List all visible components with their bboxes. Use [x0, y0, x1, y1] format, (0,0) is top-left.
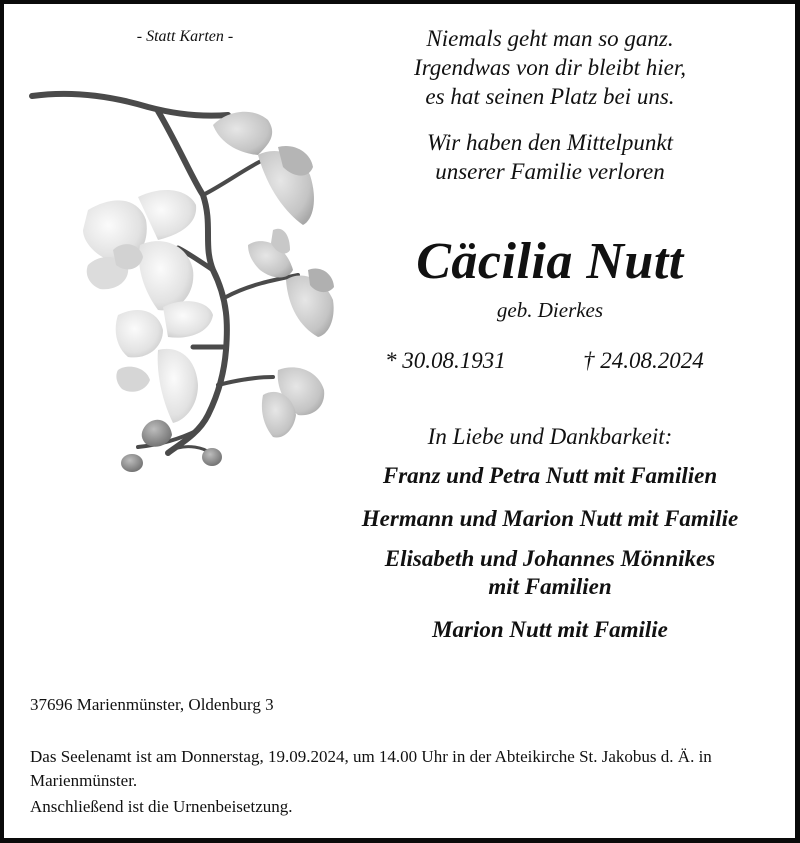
header-statt-karten: - Statt Karten - [136, 28, 234, 45]
service-info: Das Seelenamt ist am Donnerstag, 19.09.2024, um 14.00 Uhr in der Abteikirche St. Jakobus d. Ä. in Marienmünster. [30, 747, 712, 790]
orchid-buds [121, 420, 222, 472]
mourners-intro: In Liebe und Dankbarkeit: [427, 424, 673, 449]
burial-info: Anschließend ist die Urnenbeisetzung. [30, 797, 293, 816]
poem [360, 24, 740, 186]
poem-line: unserer Familie verloren [435, 159, 665, 184]
mourner-family: Franz und Petra Nutt mit Familien [382, 463, 718, 488]
poem-line: Wir haben den Mittelpunkt [427, 130, 673, 155]
death-date: † 24.08.2024 [583, 348, 704, 373]
mourner-family: Hermann und Marion Nutt mit Familie [361, 506, 739, 531]
orchid-flower [213, 112, 314, 225]
orchid-image [28, 85, 348, 480]
deceased-name: Cäcilia Nutt [416, 233, 684, 290]
mourner-family-line: Elisabeth und Johannes Mönnikes [384, 546, 716, 571]
birth-date: * 30.08.1931 [385, 348, 506, 373]
maiden-name: geb. Dierkes [496, 298, 604, 322]
mourner-family: Marion Nutt mit Familie [432, 617, 668, 642]
orchid-flower [116, 301, 213, 423]
orchid-flower [83, 190, 196, 310]
poem-line: Irgendwas von dir bleibt hier, [414, 55, 686, 80]
poem-line: es hat seinen Platz bei uns. [425, 84, 675, 109]
poem-line: Niemals geht man so ganz. [426, 26, 674, 51]
poem-stanza-1 [360, 24, 740, 111]
mourner-family-line: mit Familien [488, 574, 612, 599]
address: 37696 Marienmünster, Oldenburg 3 [30, 695, 274, 714]
poem-stanza-2 [360, 128, 740, 186]
mourner-family [330, 545, 770, 601]
